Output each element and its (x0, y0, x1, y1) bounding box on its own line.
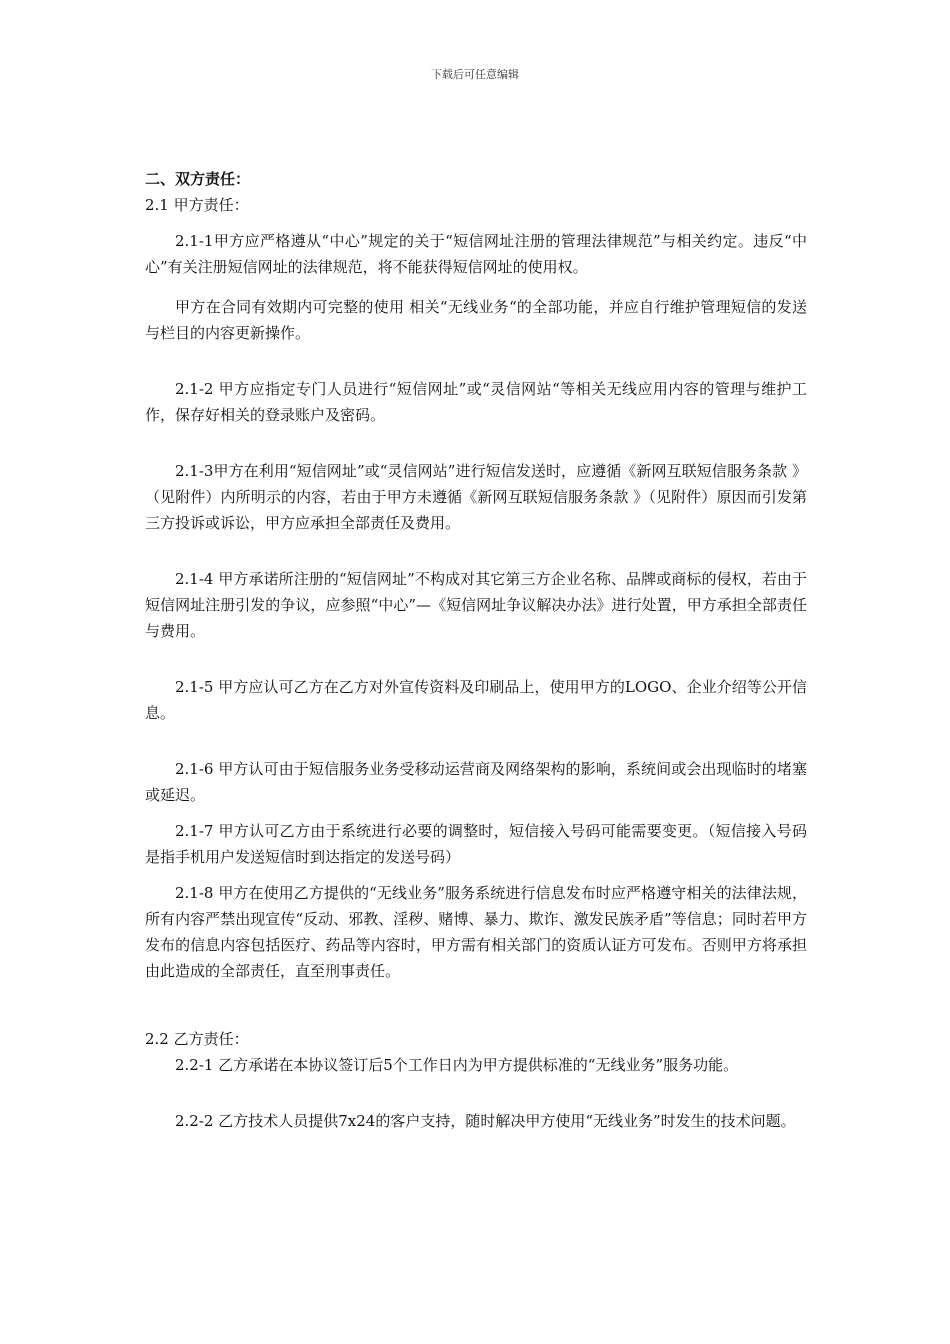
clause-2-1-8: 2.1-8 甲方在使用乙方提供的“无线业务”服务系统进行信息发布时应严格遵守相关的法律法规，所有内容严禁出现宣传“反动、邪教、淫秽、赌博、暴力、欺诈、激发民族矛盾”等信息；同时若甲方发布的信息内容包括医疗、药品等内容时，甲方需有相关部门的资质认证方可发布。否则甲方将承担由此造成的全部责任，直至刑事责任。 (145, 884, 807, 980)
clause-2-1-5: 2.1-5 甲方应认可乙方在乙方对外宣传资料及印刷品上，使用甲方的LOGO、企业介绍等公开信息。 (145, 678, 807, 722)
clause-2-1-6: 2.1-6 甲方认可由于短信服务业务受移动运营商及网络架构的影响，系统间或会出现临时的堵塞或延迟。 (145, 760, 807, 804)
clause-2-1-4: 2.1-4 甲方承诺所注册的“短信网址”不构成对其它第三方企业名称、品牌或商标的侵权，若由于短信网址注册引发的争议，应参照“中心”—《短信网址争议解决办法》进行处置，甲方承担全部责任与费用。 (145, 570, 807, 640)
clause-2-1-1-usage: 甲方在合同有效期内可完整的使用 相关“无线业务“的全部功能，并应自行维护管理短信的发送与栏目的内容更新操作。 (145, 298, 807, 342)
clause-2-2-1: 2.2-1 乙方承诺在本协议签订后5个工作日内为甲方提供标准的“无线业务”服务功能。 (175, 1056, 739, 1074)
clause-2-1-7: 2.1-7 甲方认可乙方由于系统进行必要的调整时，短信接入号码可能需要变更。（短信接入号码是指手机用户发送短信时到达指定的发送号码） (145, 822, 807, 866)
clause-2-1-1: 2.1-1甲方应严格遵从“中心”规定的关于“短信网址注册的管理法律规范”与相关约定。违反“中心”有关注册短信网址的法律规范，将不能获得短信网址的使用权。 (145, 232, 807, 276)
section-title: 二、双方责任： (145, 170, 251, 188)
document-body (145, 166, 807, 1134)
clause-2-2-2: 2.2-2 乙方技术人员提供7x24的客户支持，随时解决甲方使用“无线业务”时发生的技术问题。 (175, 1112, 796, 1130)
page-header-note: 下载后可任意编辑 (431, 68, 519, 81)
clause-2-1-2: 2.1-2 甲方应指定专门人员进行“短信网址”或“灵信网站“等相关无线应用内容的管理与维护工作，保存好相关的登录账户及密码。 (145, 380, 807, 424)
party-a-title: 2.1 甲方责任： (145, 196, 249, 214)
clause-2-1-3: 2.1-3甲方在利用“短信网址”或“灵信网站”进行短信发送时，应遵循《新网互联短信服务条款 》（见附件）内所明示的内容，若由于甲方未遵循《新网互联短信服务条款 》（见附件）原因而引发第三方投诉或诉讼，甲方应承担全部责任及费用。 (145, 462, 807, 532)
party-b-title: 2.2 乙方责任： (145, 1030, 249, 1048)
